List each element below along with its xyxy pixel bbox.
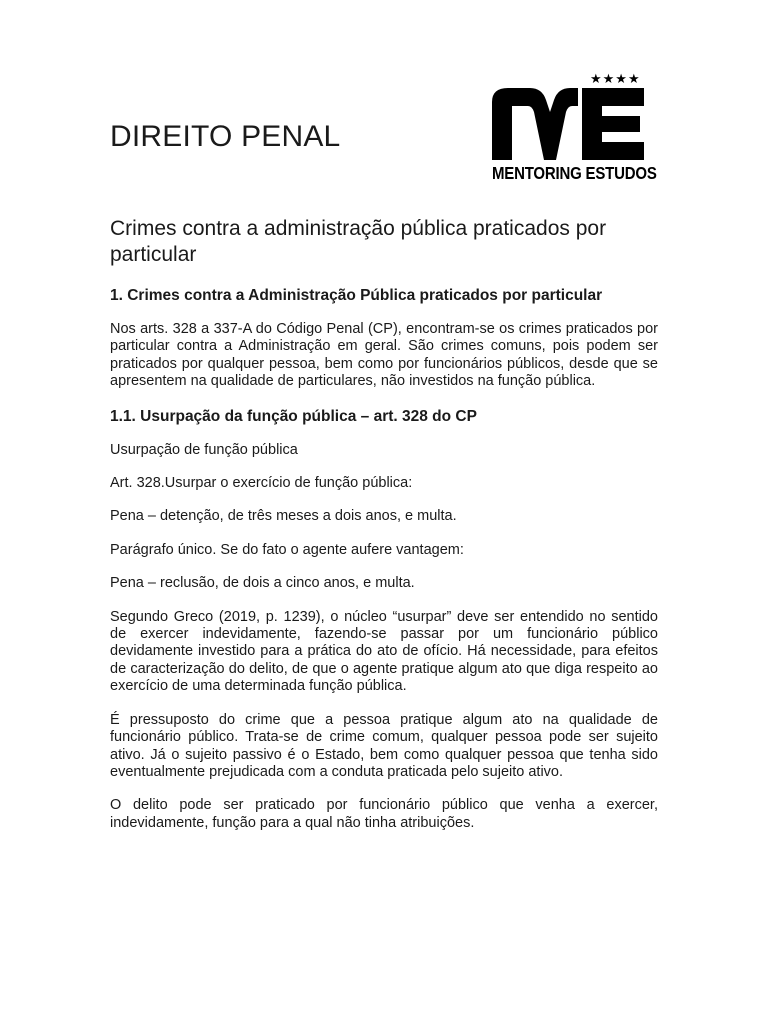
paragraph: Nos arts. 328 a 337-A do Código Penal (CP), encontram-se os crimes praticados por particular contra a Administração em geral. São crimes comuns, pois podem ser praticados por qualquer pessoa, bem como por funcionários públicos, desde que se apresentem na qualidade de particulares, não investidos na função pública.	[110, 321, 658, 390]
paragraph: Parágrafo único. Se do fato o agente aufere vantagem:	[110, 541, 464, 558]
logo-stars-icon: ★★★★	[590, 71, 641, 86]
paragraph: Usurpação de função pública	[110, 441, 298, 458]
paragraph: Segundo Greco (2019, p. 1239), o núcleo “usurpar” deve ser entendido no sentido de exercer indevidamente, fazendo-se passar por um funcionário público devidamente investido para a prática do ato de ofício. Há necessidade, para efeitos de caracterização do delito, de que o agente pratique algum ato que diga respeito ao exercício de uma determinada função pública.	[110, 608, 658, 695]
document-body	[110, 216, 658, 848]
mentoring-estudos-logo	[490, 71, 657, 184]
section-heading-1-1: 1.1. Usurpação da função pública – art. 328 do CP	[110, 407, 477, 425]
document-title: DIREITO PENAL	[110, 120, 341, 153]
paragraph: O delito pode ser praticado por funcionário público que venha a exercer, indevidamente, função para a qual não tinha atribuições.	[110, 797, 658, 831]
section-heading-1: 1. Crimes contra a Administração Pública praticados por particular	[110, 287, 603, 304]
logo-caption: MENTORING ESTUDOS	[492, 164, 657, 184]
paragraph: Pena – reclusão, de dois a cinco anos, e multa.	[110, 575, 415, 592]
document-subtitle: Crimes contra a administração pública praticados por particular	[110, 217, 607, 266]
paragraph: É pressuposto do crime que a pessoa pratique algum ato na qualidade de funcionário público. Trata-se de crime comum, qualquer pessoa pode ser sujeito ativo. Já o sujeito passivo é o Estado, bem como qualquer pessoa que tenha sido eventualmente prejudicada com a conduta praticada pelo sujeito ativo.	[110, 711, 658, 780]
paragraph: Art. 328.Usurpar o exercício de função pública:	[110, 475, 413, 492]
paragraph: Pena – detenção, de três meses a dois anos, e multa.	[110, 508, 457, 525]
